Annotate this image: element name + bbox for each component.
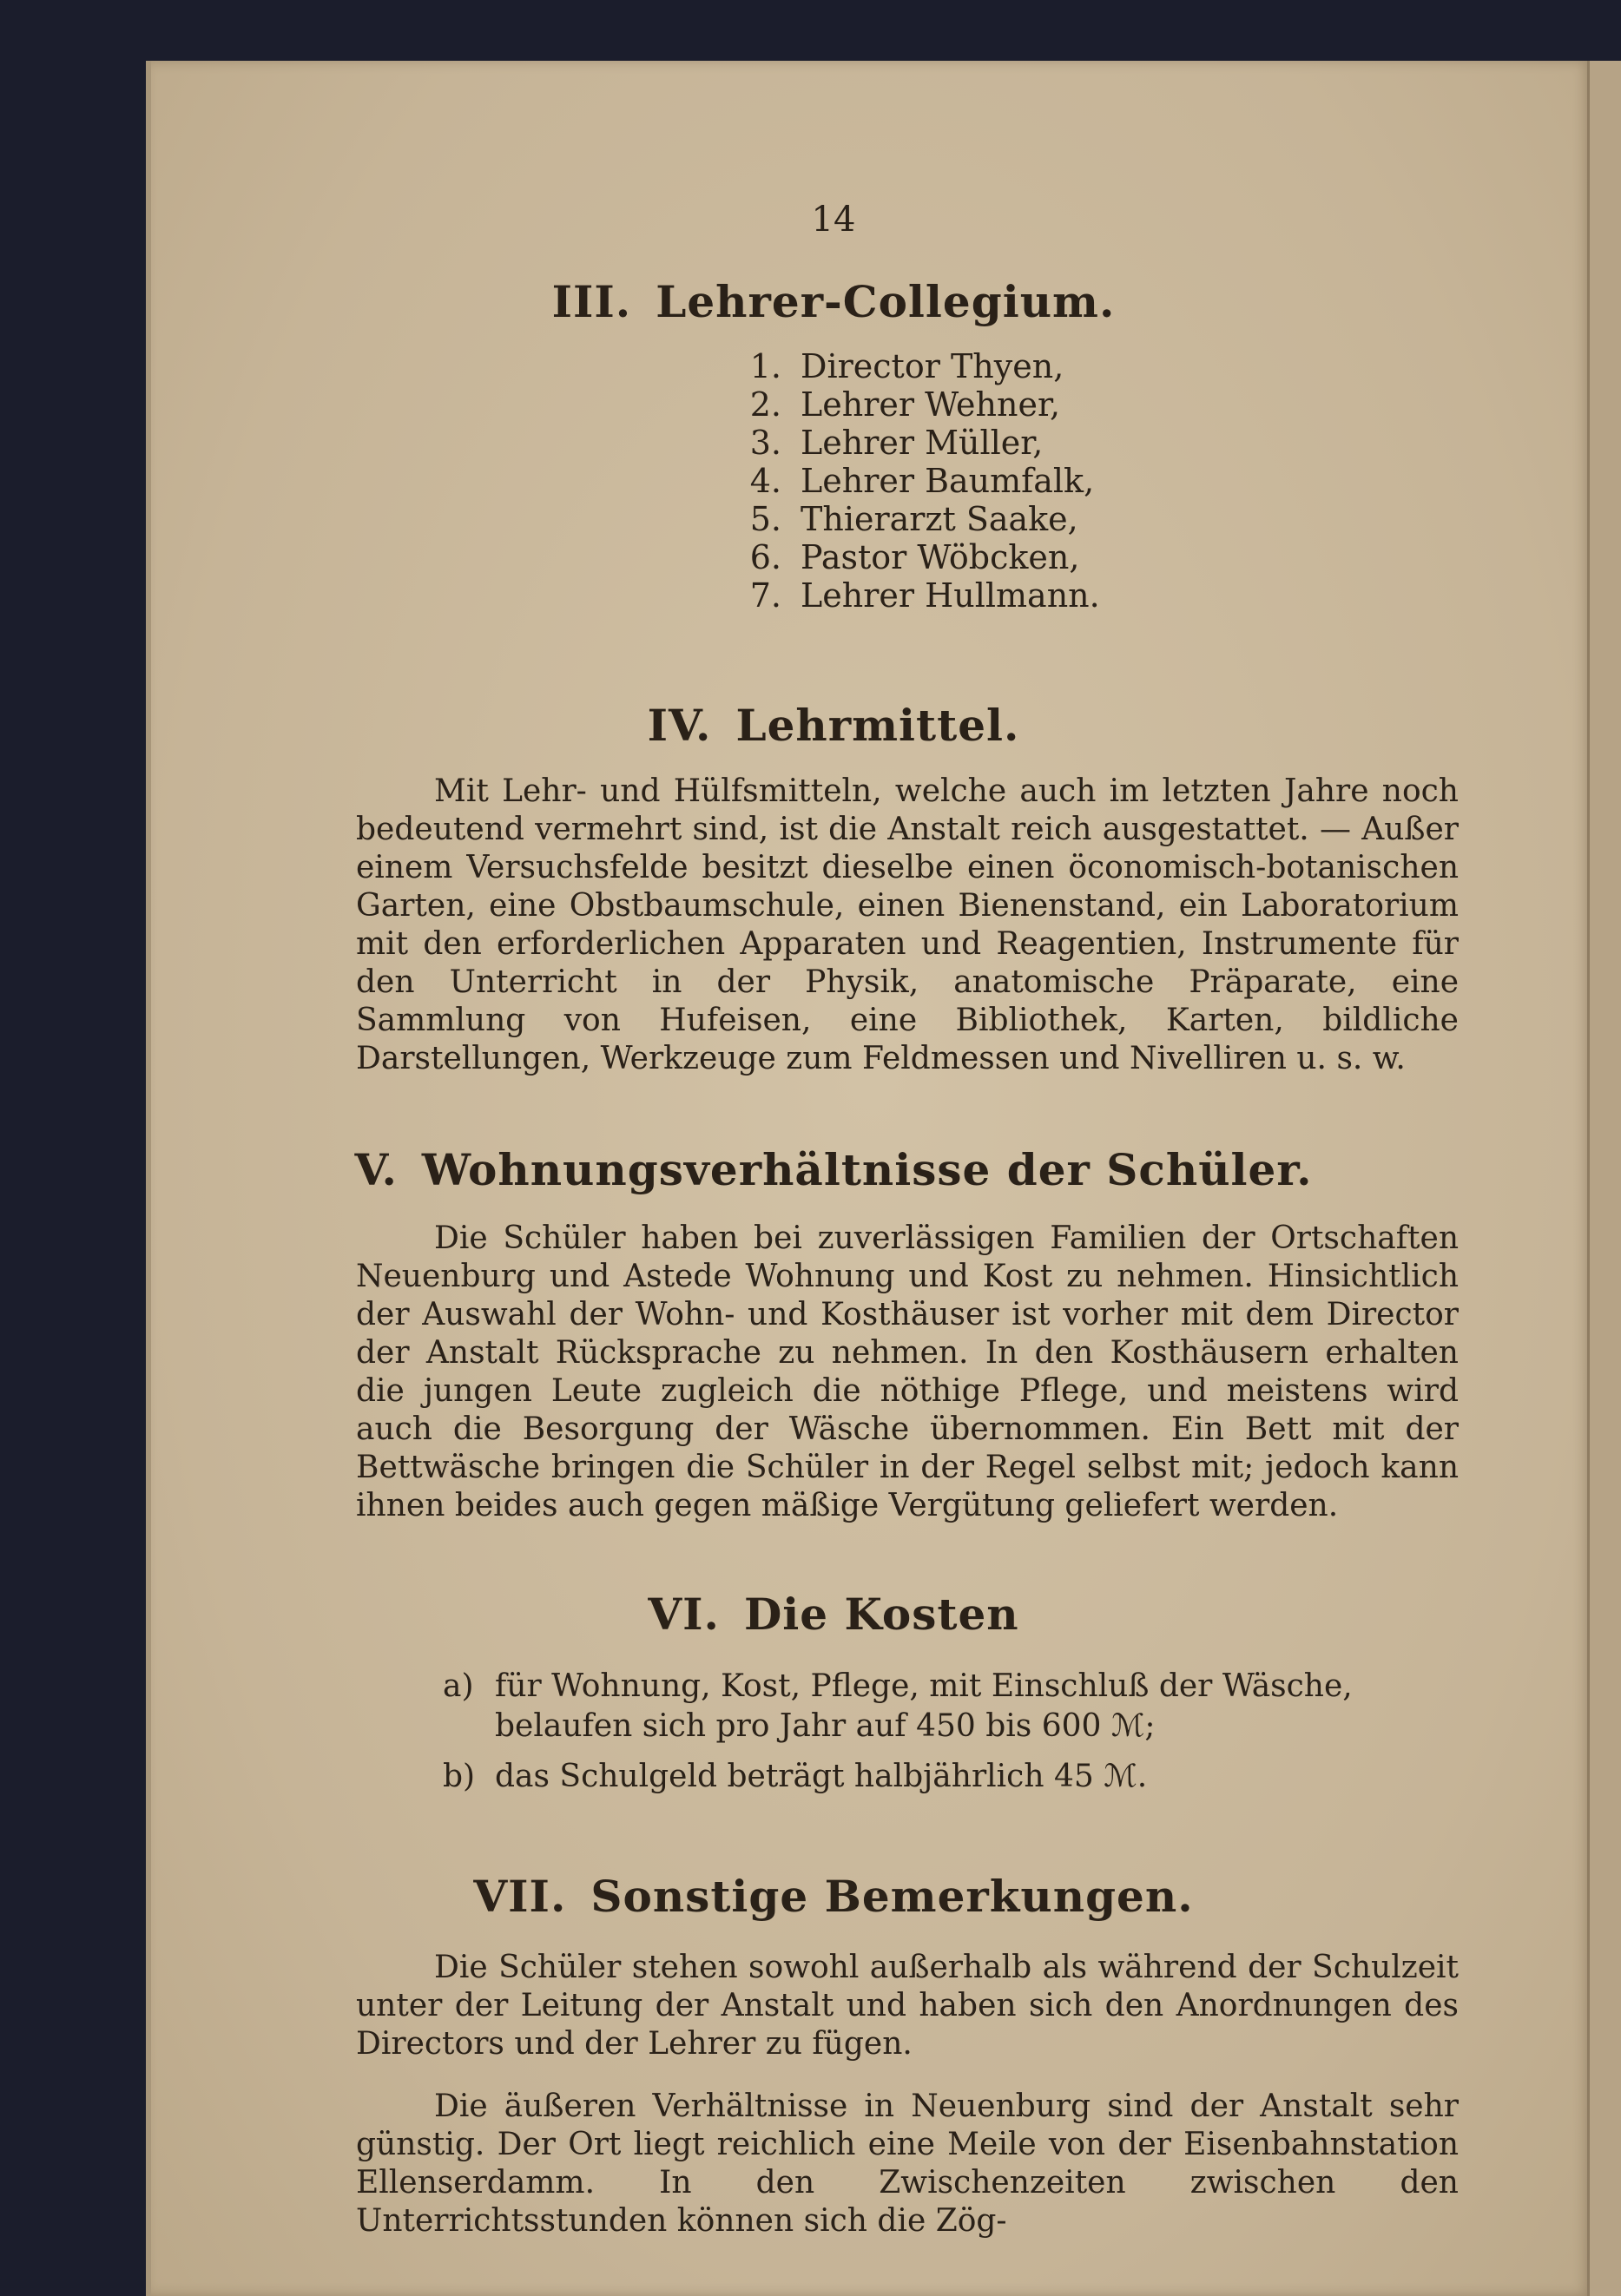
section-heading-vii [200, 1871, 1467, 1922]
section-number: VI. [648, 1589, 720, 1640]
item-text: für Wohnung, Kost, Pflege, mit Einschluß der Wäsche, belaufen sich pro Jahr auf 450 bis 600 ℳ; [495, 1668, 1353, 1744]
section-number: III. [551, 276, 632, 327]
list-item [721, 576, 1100, 615]
section-title: Lehrer-Collegium. [656, 276, 1116, 327]
section-heading-vi [200, 1589, 1467, 1640]
teacher-name: Thierarzt Saake, [801, 500, 1078, 538]
cost-list [443, 1667, 1459, 1797]
bemerkungen-paragraph-2 [356, 2088, 1459, 2240]
teacher-name: Pastor Wöbcken, [801, 538, 1080, 576]
item-label: b) [443, 1759, 476, 1794]
list-item [721, 462, 1100, 500]
paragraph-text: Die äußeren Verhältnisse in Neuenburg sind der Anstalt sehr günstig. Der Ort liegt reichlich eine Meile von der Eisenbahnstation Ellenserdamm. In den Zwischenzeiten zwischen den Unterrichtsstunden können sich die Zög- [356, 2089, 1459, 2239]
paragraph-text: Mit Lehr- und Hülfsmitteln, welche auch im letzten Jahre noch bedeutend vermehrt sind, ist die Anstalt reich ausgestattet. — Außer einem Versuchsfelde besitzt dieselbe einen öconomisch-botanischen Garten, eine Obstbaumschule, einen Bienenstand, ein Laboratorium mit den erforderlichen Apparaten und Reagentien, Instrumente für den Unterricht in der Physik, anatomische Präparate, eine Sammlung von Hufeisen, eine Bibliothek, Karten, bildliche Darstellungen, Werkzeuge zum Feldmessen und Nivelliren u. s. w. [356, 773, 1459, 1076]
section-number: VII. [473, 1871, 567, 1922]
teacher-name: Lehrer Baumfalk, [801, 462, 1095, 500]
bemerkungen-paragraph-1 [356, 1949, 1459, 2063]
list-item [721, 500, 1100, 538]
wohnung-paragraph [356, 1220, 1459, 1525]
teacher-name: Director Thyen, [801, 347, 1064, 385]
list-item [721, 347, 1100, 385]
lehrmittel-paragraph [356, 773, 1459, 1078]
list-number: 3. [749, 424, 781, 462]
teacher-name: Lehrer Müller, [801, 424, 1044, 462]
section-heading-iii [200, 276, 1467, 327]
list-item [721, 424, 1100, 462]
section-number: V. [354, 1144, 398, 1195]
teacher-name: Lehrer Wehner, [801, 385, 1061, 424]
section-heading-iv [200, 700, 1467, 751]
section-title: Wohnungsverhältnisse der Schüler. [421, 1144, 1313, 1195]
paragraph-text: Die Schüler haben bei zuverlässigen Familien der Ortschaften Neuenburg und Astede Wohnung und Kost zu nehmen. Hinsichtlich der Auswahl der Wohn- und Kosthäuser ist vorher mit dem Director der Anstalt Rücksprache zu nehmen. In den Kosthäusern erhalten die jungen Leute zugleich die nöthige Pflege, und meistens wird auch die Besorgung der Wäsche übernommen. Ein Bett mit der Bettwäsche bringen die Schüler in der Regel selbst mit; jedoch kann ihnen beides auch gegen mäßige Vergütung geliefert werden. [356, 1220, 1459, 1523]
list-item [721, 385, 1100, 424]
item-text: das Schulgeld beträgt halbjährlich 45 ℳ. [495, 1759, 1148, 1794]
list-item [721, 538, 1100, 576]
section-heading-v [200, 1144, 1467, 1195]
teacher-list [721, 347, 1100, 615]
list-number: 6. [749, 538, 781, 576]
list-number: 1. [749, 347, 781, 385]
list-number: 5. [749, 500, 781, 538]
page-number: 14 [811, 200, 856, 240]
paragraph-text: Die Schüler stehen sowohl außerhalb als während der Schulzeit unter der Leitung der Anstalt und haben sich den Anordnungen des Directors und der Lehrer zu fügen. [356, 1950, 1459, 2062]
list-number: 4. [749, 462, 781, 500]
list-item [443, 1757, 1459, 1797]
item-label: a) [443, 1668, 474, 1704]
section-title: Lehrmittel. [735, 700, 1020, 751]
list-item [443, 1667, 1459, 1747]
list-number: 2. [749, 385, 781, 424]
section-title: Sonstige Bemerkungen. [590, 1871, 1194, 1922]
list-number: 7. [749, 576, 781, 615]
facing-page-edge [1587, 61, 1621, 2296]
section-number: IV. [647, 700, 712, 751]
section-title: Die Kosten [743, 1589, 1019, 1640]
teacher-name: Lehrer Hullmann. [801, 576, 1100, 615]
